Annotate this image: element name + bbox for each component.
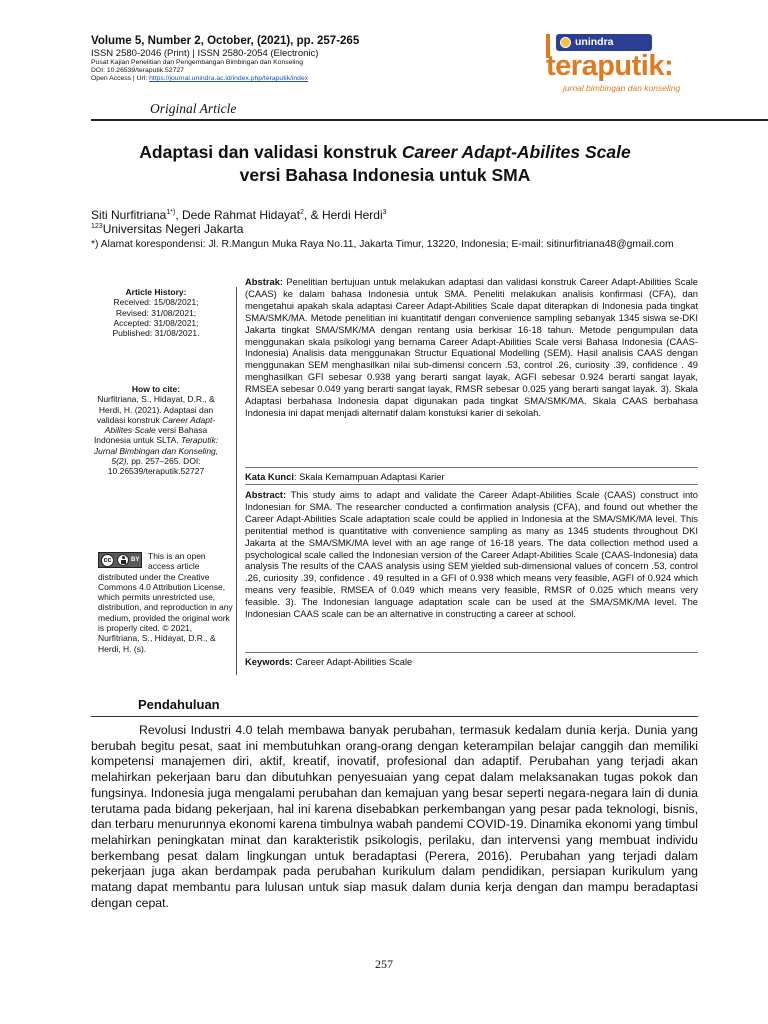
author-1-marker: 1*): [166, 209, 176, 216]
publisher-info: Pusat Kajian Penelitian dan Pengembangan Bimbingan dan Konseling: [91, 59, 303, 66]
section-divider: [91, 716, 698, 717]
date-revised: Revised: 31/08/2021;: [115, 307, 197, 318]
license-text-first: This is an open access article: [148, 551, 206, 572]
license-notice: [98, 551, 233, 654]
author-3: , & Herdi Herdi: [303, 208, 383, 222]
affiliation-name: Universitas Negeri Jakarta: [102, 222, 244, 236]
how-to-cite: [91, 384, 221, 477]
author-1: Siti Nurfitriana: [91, 208, 167, 222]
cite-heading: How to cite:: [131, 384, 181, 394]
keywords-id-rule: [245, 467, 698, 468]
author-3-marker: 3: [382, 209, 387, 216]
issn-info: ISSN 2580-2046 (Print) | ISSN 2580-2054 (Electronic): [91, 48, 319, 59]
keywords-text: Career Adapt-Abilities Scale: [292, 656, 413, 667]
journal-url-link[interactable]: https://journal.unindra.ac.id/index.php/teraputik/index: [149, 75, 309, 83]
article-history: [91, 287, 221, 338]
license-text: distributed under the Creative Commons 4.0 Attribution License, which permits unrestricted use, distribution, and reproduction in any medium, provided the original work is properly cited. © 2021, Nurfitriana, S., Hidayat, D.R., & Herdi, H. (s).: [98, 571, 233, 654]
cc-by-label: BY: [131, 557, 140, 563]
cite-part-1: Nurfitriana, S., Hidayat, D.R., & Herdi, H. (2021). Adaptasi dan validasi konstruk: [96, 394, 215, 425]
volume-info: Volume 5, Number 2, October, (2021), pp. 257-265: [91, 35, 360, 47]
cite-italic-1: Career Adapt-Abilites Scale: [104, 414, 216, 436]
body-paragraph: Revolusi Industri 4.0 telah membawa banyak perubahan, termasuk kedalam dunia kerja. Dunia yang berubah begitu pesat, saat ini membutuhkan orang-orang dengan keterampilan belajar canggih dan memiliki kompetensi manajemen diri, aktif, kreatif, inovatif, profesional dan adaptif. Perubahan yang terjadi akan melahirkan pekerjaan baru dan dibutuhkan penyesuaian yang cepat dalam melaksanakan tugas pokok dan fungsinya. Indonesia juga mengalami perubahan dan kemajuan yang besar seperti negara-negara lain di dunia terutama pada bidang pekerjaan, hal ini karena disebabkan perkembangan yang pesar pada teknologi, bisnis, dan terbaru menurunnya ekonomi karena timbulnya wabah pandemi COVID-19. Dinamika ekonomi yang timbul melahirkan peningkatan minat dan karakteristik psikologis, perilaku, dan intervensi yang membuat individu berkembang pesat dalam lingkungan untuk beradaptasi (Perera, 2016). Perubahan yang terjadi dalam pekerjaan juga akan berdampak pada perubahan kurikulum dalam pendidikan, persiapan kurikulum yang matang dapat membantu para lulusan untuk siap masuk dalam dunia kerja dengan dan mampu beradaptasi dengan cepat.: [91, 723, 698, 910]
cc-icon: cc: [101, 554, 114, 567]
open-access-label: Open Access | Url:: [91, 75, 148, 83]
keywords-indonesian: [245, 471, 698, 483]
journal-name: teraputik:: [546, 50, 674, 82]
unindra-badge: [556, 34, 652, 51]
author-2: , Dede Rahmat Hidayat: [175, 208, 301, 222]
article-type: Original Article: [150, 101, 237, 116]
date-published: Published: 31/08/2021.: [112, 328, 200, 339]
page-number: 257: [375, 957, 393, 971]
attribution-person-icon: [117, 554, 129, 566]
abstract-label: Abstract:: [245, 489, 287, 500]
title-part-1: Adaptasi dan validasi konstruk: [139, 142, 402, 162]
cite-italic-2: Teraputik: Jurnal Bimbingan dan Konseling, 5(2),: [93, 435, 219, 467]
cc-by-badge-icon[interactable]: [98, 552, 142, 568]
journal-logo: [546, 28, 696, 98]
date-received: Received: 15/08/2021;: [113, 297, 199, 308]
cite-part-2: versi Bahasa Indonesia untuk SLTA.: [93, 425, 208, 446]
abstract-english: [245, 489, 698, 620]
kata-kunci-label: Kata Kunci: [245, 471, 294, 482]
abstrak-text: Penelitian bertujuan untuk melakukan adaptasi dan validasi konstruk Career Adapt-Abilities Scale (CAAS) ke dalam bahasa Indonesia untuk SMA. Peneliti melakukan analisis konfirmasi (CFA), dan mengetahui apakah skala adaptasi Career Adapt-Abilities Scale dapat diterapkan di Indonesia pada tingkat SMA/SMK/MA. Metode penelitian ini kuantitatif dengan convenience sampling sebanyak 1345 siswa se-DKI Jakarta tingkat SMA/SMK/MA dengan rentang usia berkisar 16-18 tahun. Metode pengumpulan data menggunakan skala psikologi yang bernama Career Adapt-Abilities Scale versi Bahasa Indonesia (CAAS-Indonesia) Analisis data menggunakan Structur Equational Modelling (SEM). Hasil analisis CAAS dengan menggunakan SEM menghasilkan nilai sub-dimensi concern .53, control .26, curiosity .39, confidence . 49 menghasilkan GFI sebesar 0.938 yang berarti sangat layak, AGFI sebesar 0.924 berarti sangat layak, RMSEA sebesar 0.049 yang berarti sangat layak, RMSR sebesar 0.025 yang berarti sangat layak. 3). Skala Adaptasi berbahasa Indonesia dapat digunakan pada tingkat SMA/SMK/MA. Skala CAAS berbahasa Indonesia ini dapat menjadi alternatif dalam konstuksi karier di sekolah.: [245, 276, 698, 418]
correspondence: *) Alamat korespondensi: Jl. R.Mangun Muka Raya No.11, Jakarta Timur, 13220, Indonesia; E-mail: sitinurfitriana48@gmail.com: [91, 239, 674, 250]
history-heading: Article History:: [125, 287, 187, 297]
university-emblem-icon: [560, 37, 571, 48]
kata-kunci-text: : Skala Kemampuan Adaptasi Karier: [293, 471, 445, 482]
abstrak-label: Abstrak:: [245, 276, 284, 287]
author-2-marker: 2: [300, 209, 304, 216]
date-accepted: Accepted: 31/08/2021;: [113, 317, 199, 328]
section-heading: Pendahuluan: [138, 697, 220, 712]
journal-header: [91, 34, 359, 84]
title-italic: Career Adapt-Abilites Scale: [401, 142, 631, 162]
cite-part-3: pp. 257–265. DOI: 10.26539/teraputik.52727: [107, 456, 205, 477]
open-access-line: [91, 75, 359, 83]
university-name: unindra: [575, 36, 614, 48]
affiliation-marker: 123: [91, 223, 103, 230]
keywords-english: [245, 656, 698, 668]
keywords-label: Keywords:: [245, 656, 293, 667]
cite-text: [91, 394, 221, 476]
doi-info: DOI: 10.26539/teraputik.52727: [91, 67, 184, 75]
affiliation: [91, 222, 243, 236]
abstract-text: This study aims to adapt and validate the Career Adapt-Abilities Scale (CAAS) construct into Indonesian for SMA. The researcher conducted a confirmation analysis (CFA), and found out whether the Career Adapt-Abilities Scale adaptation scale could be applied in Indonesia at the SMA/SMK/MA level. This penitential method is quantitative with convenience sampling as many as 1345 students throughout DKI Jakarta at the SMA/SMK/MA level with an age range of 16-18 years. The data collection method used a psychological scale called the Indonesian version of the Career Adapt-Abilities Scale (CAAS-Indonesia) data analysis The results of the CAAS analysis using SEM yielded sub-dimensional values of concern .53, control .26, curiosity .39, confidence . 49 resulted in a GFI of 0.938 which means very feasible, AGFI of 0.924 which means very feasible, RMSEA of 0.049 which means very feasible, RMSR of 0.025 which means very feasible. 3). The Indonesian language adaptation scale can be used at the SMA/SMK/MA level. The Indonesian CAAS scale can be an alternative in constructing a career at school.: [245, 489, 698, 620]
author-list: [91, 208, 387, 222]
keywords-en-rule: [245, 652, 698, 653]
abstract-indonesian: [245, 276, 698, 419]
abstract-divider: [236, 287, 237, 675]
header-divider: [91, 119, 768, 121]
article-title: [130, 141, 640, 187]
title-part-2: versi Bahasa Indonesia untuk SMA: [239, 165, 531, 185]
journal-tagline: jurnal bimbingan dan konseling: [563, 83, 681, 93]
abstract-en-rule: [245, 484, 698, 485]
